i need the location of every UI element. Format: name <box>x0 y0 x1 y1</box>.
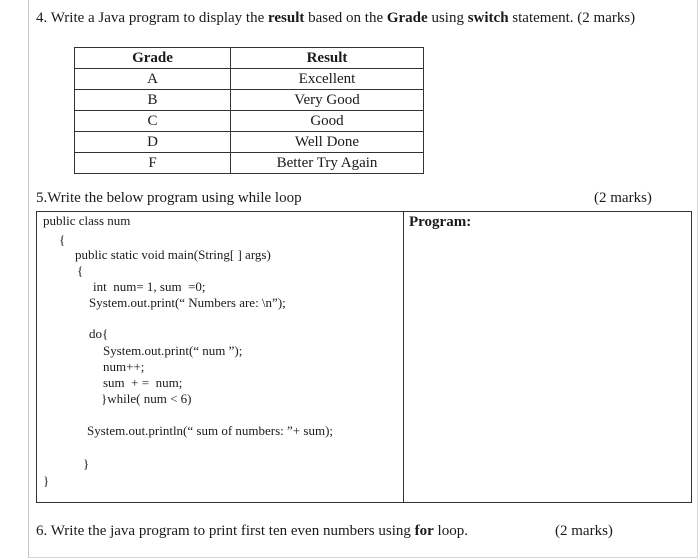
code-line: int num= 1, sum =0; <box>93 279 206 294</box>
grade-cell: B <box>75 90 231 111</box>
q4-bold-switch: switch <box>467 10 509 26</box>
code-line: do{ <box>89 326 109 341</box>
grade-cell: A <box>75 69 231 90</box>
code-line: }while( num < 6) <box>101 391 192 406</box>
table-row <box>75 90 424 111</box>
table-row <box>75 153 424 174</box>
code-line: public static void main(String[ ] args) <box>75 247 271 262</box>
code-line: { <box>59 232 66 247</box>
code-line: sum + = num; <box>103 375 183 390</box>
result-cell: Better Try Again <box>231 153 424 174</box>
code-line: } <box>43 473 50 488</box>
code-line: } <box>83 456 90 471</box>
code-line: System.out.print(“ Numbers are: \n”); <box>89 295 286 310</box>
question-5: 5.Write the below program using while loop <box>36 190 302 206</box>
q4-text: statement. (2 marks) <box>508 10 636 26</box>
q4-text: using <box>427 10 468 26</box>
result-cell: Excellent <box>231 69 424 90</box>
code-box-divider <box>403 212 404 502</box>
question-5-marks: (2 marks) <box>594 190 652 206</box>
header-grade: Grade <box>75 48 231 69</box>
question-6-marks: (2 marks) <box>555 523 613 539</box>
code-box <box>36 211 692 503</box>
result-cell: Well Done <box>231 132 424 153</box>
code-line: public class num <box>43 213 131 228</box>
table-row <box>75 132 424 153</box>
q6-text: loop. <box>433 523 468 539</box>
table-header-row <box>75 48 424 69</box>
result-cell: Good <box>231 111 424 132</box>
grade-cell: D <box>75 132 231 153</box>
grade-table <box>74 47 424 174</box>
table-row <box>75 111 424 132</box>
code-line: System.out.print(“ num ”); <box>103 343 243 358</box>
q4-text: based on the <box>304 10 387 26</box>
result-cell: Very Good <box>231 90 424 111</box>
q6-bold-for: for <box>414 523 434 539</box>
code-line: System.out.println(“ sum of numbers: ”+ sum); <box>87 423 334 438</box>
grade-cell: F <box>75 153 231 174</box>
question-6 <box>36 523 468 540</box>
q4-bold-result: result <box>267 10 305 26</box>
code-line: num++; <box>103 359 145 374</box>
question-4 <box>36 10 635 27</box>
code-line: { <box>77 263 84 278</box>
q6-text: 6. Write the java program to print first ten even numbers using <box>36 523 415 539</box>
grade-cell: C <box>75 111 231 132</box>
q4-bold-grade: Grade <box>386 10 428 26</box>
program-label: Program: <box>409 214 472 230</box>
table-row <box>75 69 424 90</box>
header-result: Result <box>231 48 424 69</box>
q4-text: 4. Write a Java program to display the <box>36 10 268 26</box>
